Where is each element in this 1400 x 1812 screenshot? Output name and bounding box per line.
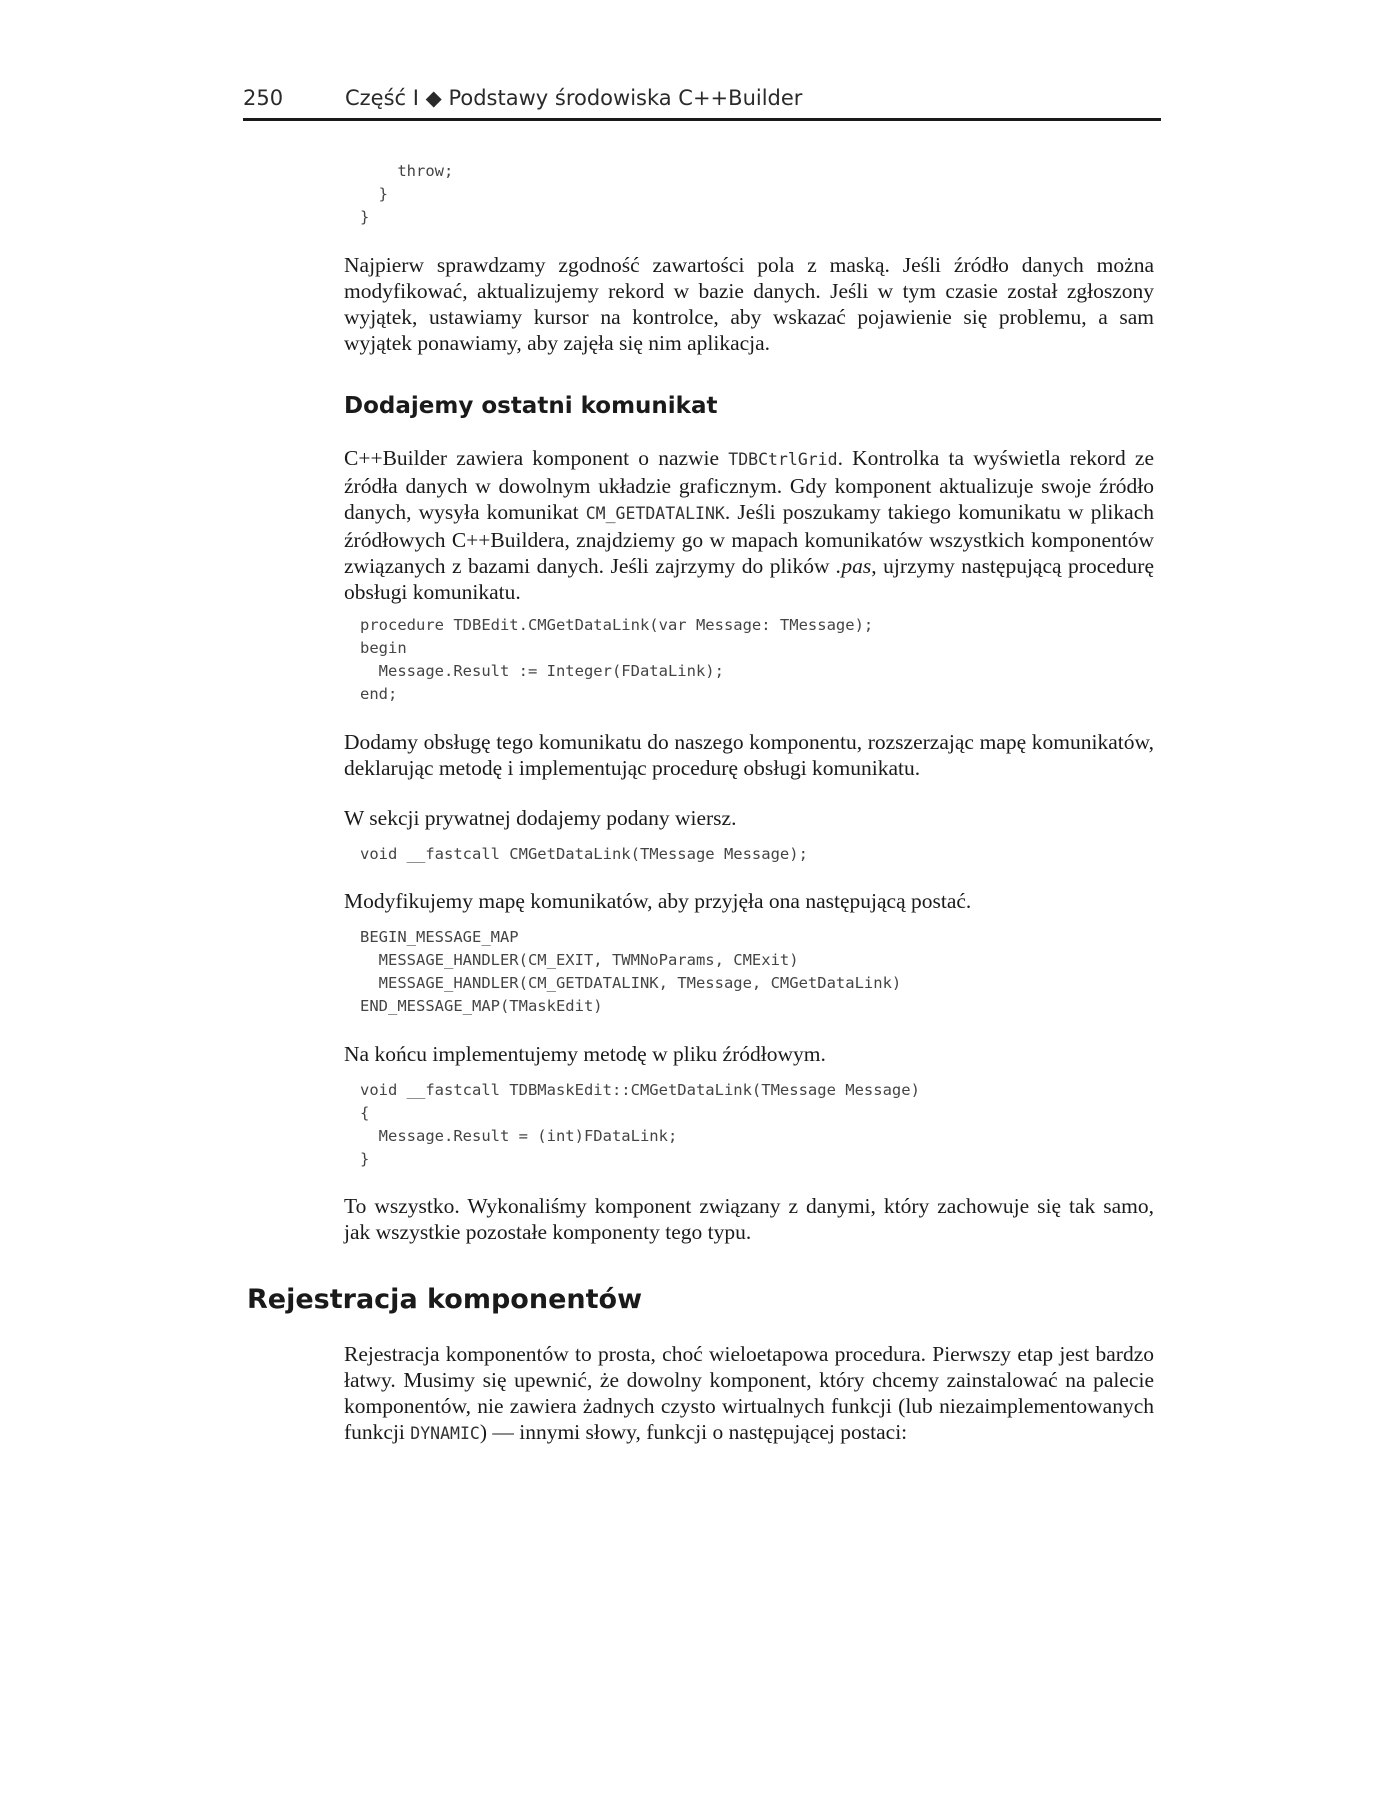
paragraph-modify-map: Modyfikujemy mapę komunikatów, aby przyjęła ona następującą postać. bbox=[344, 889, 972, 913]
code-block-pascal: procedure TDBEdit.CMGetDataLink(var Message: TMessage); begin Message.Result := Integer(FDataLink); end; bbox=[360, 616, 874, 703]
code-block-implementation: void __fastcall TDBMaskEdit::CMGetDataLink(TMessage Message) { Message.Result = (int)FDataLink; } bbox=[360, 1081, 920, 1168]
page-number: 250 bbox=[243, 86, 284, 110]
section-heading-registration: Rejestracja komponentów bbox=[247, 1284, 643, 1315]
code-inline-tdbctrlgrid: TDBCtrlGrid bbox=[728, 450, 838, 469]
running-header bbox=[243, 84, 1161, 121]
text-segment: . Jeśli poszukamy takiego komunikatu w plikach źródłowych C++Buildera, znajdziemy go w mapach komunikatów wszystkich komponentów związanych z bazami danych. Jeśli zajrzymy do plików bbox=[344, 500, 1154, 578]
code-block-declaration: void __fastcall CMGetDataLink(TMessage Message); bbox=[360, 845, 808, 863]
code-inline-cm-getdatalink: CM_GETDATALINK bbox=[585, 504, 725, 523]
paragraph-implement-method: Na końcu implementujemy metodę w pliku źródłowym. bbox=[344, 1042, 826, 1066]
file-extension: .pas bbox=[836, 554, 872, 578]
text-segment: C++Builder zawiera komponent o nazwie bbox=[344, 446, 729, 470]
paragraph-summary: To wszystko. Wykonaliśmy komponent związany z danymi, który zachowuje się tak samo, jak wszystkie pozostałe komponenty tego typu. bbox=[344, 1194, 1154, 1244]
running-title: Część I ◆ Podstawy środowiska C++Builder bbox=[345, 86, 803, 110]
text-segment: ) — innymi słowy, funkcji o następującej postaci: bbox=[479, 1420, 908, 1444]
paragraph-extend-map: Dodamy obsługę tego komunikatu do naszego komponentu, rozszerzając mapę komunikatów, deklarując metodę i implementując procedurę obsługi komunikatu. bbox=[344, 730, 1154, 780]
paragraph-dbctrlgrid bbox=[344, 445, 1154, 605]
paragraph-registration bbox=[344, 1341, 1154, 1447]
text-segment: , ujrzymy następującą procedurę obsługi komunikatu. bbox=[344, 554, 1155, 604]
subheading-last-message: Dodajemy ostatni komunikat bbox=[344, 393, 718, 419]
text-segment: . Kontrolka ta wyświetla rekord ze źródła danych w dowolnym układzie graficznym. Gdy komponent aktualizuje swoje źródło danych, wysyła komunikat bbox=[344, 446, 1154, 524]
code-block-throw: throw; } } bbox=[360, 162, 454, 226]
code-inline-dynamic: DYNAMIC bbox=[410, 1424, 480, 1443]
code-block-message-map: BEGIN_MESSAGE_MAP MESSAGE_HANDLER(CM_EXIT, TWMNoParams, CMExit) MESSAGE_HANDLER(CM_GETDATALINK, TMessage, CMGetDataLink) END_MESSAGE_MAP(TMaskEdit) bbox=[360, 928, 902, 1015]
paragraph-private-section: W sekcji prywatnej dodajemy podany wiersz. bbox=[344, 806, 737, 830]
paragraph-mask-check: Najpierw sprawdzamy zgodność zawartości pola z maską. Jeśli źródło danych można modyfikować, aktualizujemy rekord w bazie danych. Jeśli w tym czasie został zgłoszony wyjątek, ustawiamy kursor na kontrolce, aby wskazać pojawienie się problemu, a sam wyjątek ponawiamy, aby zajęła się nim aplikacja. bbox=[344, 253, 1154, 355]
text-segment: Rejestracja komponentów to prosta, choć wieloetapowa procedura. Pierwszy etap jest bardzo łatwy. Musimy się upewnić, że dowolny komponent, który chcemy zainstalować na palecie komponentów, nie zawiera żadnych czysto wirtualnych funkcji (lub niezaimplementowanych funkcji bbox=[344, 1342, 1154, 1444]
